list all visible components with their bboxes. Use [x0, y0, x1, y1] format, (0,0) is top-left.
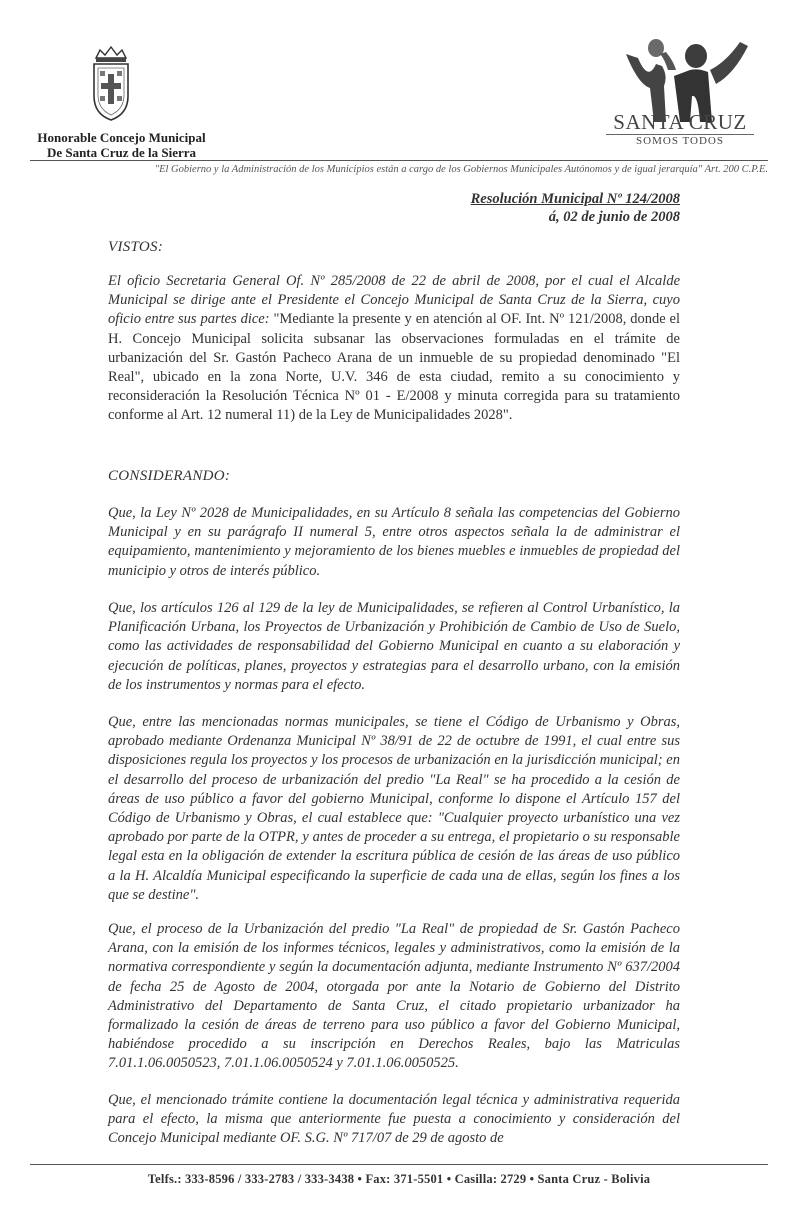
coat-of-arms-icon	[88, 44, 134, 124]
constitution-quote: "El Gobierno y la Administración de los Municipios están a cargo de los Gobiernos Municipales Autónomos y de igual jerarquía" Art. 200 C.P.E.	[154, 164, 768, 175]
considerando-paragraph-4: Que, el proceso de la Urbanización del predio "La Real" de propiedad de Sr. Gastón Pacheco Arana, con la emisión de los informes técnicos, legales y administrativos, como la emisión de la normativa correspondiente y según la documentación adjunta, mediante Instrumento Nº 637/2004 de fecha 25 de Agosto de 2004, otorgada por ante la Notario de Gobierno del Distrito Administrativo del Departamento de Santa Cruz, el citado propietario urbanizador ha formalizado la cesión de áreas de terreno para uso público a favor del Gobierno Municipal, habiéndose procedido a su inscripción en Derechos Reales, bajo las Matriculas 7.01.1.06.0050523, 7.01.1.06.0050524 y 7.01.1.06.0050525.	[108, 921, 680, 1072]
vistos-heading: VISTOS:	[108, 239, 164, 255]
considerando-paragraph-1: Que, la Ley Nº 2028 de Municipalidades, en su Artículo 8 señala las competencias del Gobierno Municipal y en su parágrafo II numeral 5, entre otros aspectos señala la de administrar el equipamiento, mantenimiento y mejoramiento de los bienes muebles e inmuebles de propiedad del municipio y otros de interés público.	[108, 505, 680, 579]
considerando-paragraph-2: Que, los artículos 126 al 129 de la ley de Municipalidades, se refieren al Control Urbanístico, la Planificación Urbana, los Proyectos de Urbanización y Prohibición de Cambio de Uso de Suelo, como las actividades de responsabilidad del Gobierno Municipal en cuanto a su elaboración y ejecución de políticas, planes, proyectos y estrategias para el desarrollo urbano, con la emisión de los instrumentos y normas para el efecto.	[108, 600, 680, 693]
resolution-title: Resolución Municipal Nº 124/2008	[470, 191, 680, 207]
vistos-paragraph	[108, 272, 680, 426]
considerando-heading: CONSIDERANDO:	[108, 468, 231, 484]
header-divider	[30, 160, 768, 161]
footer-divider	[30, 1164, 768, 1165]
considerando-paragraph-5: Que, el mencionado trámite contiene la documentación legal técnica y administrativa requerida para el efecto, la misma que anteriormente fue puesta a conocimiento y consideración del Concejo Municipal mediante OF. S.G. Nº 717/07 de 29 de agosto de	[108, 1092, 680, 1147]
council-name-line2: De Santa Cruz de la Sierra	[46, 145, 197, 160]
brand-tagline: SOMOS TODOS	[636, 135, 724, 147]
resolution-date: á, 02 de junio de 2008	[548, 209, 680, 225]
council-name	[34, 130, 209, 160]
council-name-line1: Honorable Concejo Municipal	[37, 130, 206, 145]
vistos-intro: El oficio Secretaria General Of. Nº 285/2008 de 22 de abril de 2008, por el cual el Alcalde Municipal se dirige ante el Presidente el Concejo Municipal de Santa Cruz de la Sierra, cuyo oficio entre sus partes dice:	[108, 273, 680, 328]
brand-block	[600, 111, 760, 148]
vistos-quote: "Mediante la presente y en atención al OF. Int. Nº 121/2008, donde el H. Concejo Municipal solicita subsanar las observaciones formuladas en el trámite de urbanización del Sr. Gastón Pacheco Arana de un inmueble de su propiedad denominado "El Real", ubicado en la zona Norte, U.V. 346 de esta ciudad, remito a su conocimiento y reconsideración la Resolución Técnica Nº 01 - E/2008 y minuta corregida para su tratamiento conforme al Art. 12 numeral 11) de la Ley de Municipalidades 2028".	[108, 311, 681, 424]
considerando-paragraph-3: Que, entre las mencionadas normas municipales, se tiene el Código de Urbanismo y Obras, aprobado mediante Ordenanza Municipal Nº 38/91 de 22 de octubre de 1991, el cual entre sus disposiciones regula los proyectos y los procesos de urbanización en la jurisdicción municipal; en el desarrollo del proceso de urbanización del predio "La Real" se ha procedido a la cesión de áreas de uso público a favor del gobierno Municipal, conforme lo dispone el Artículo 157 del Código de Urbanismo y Obras, el cual establece que: "Cualquier proyecto urbanístico una vez aprobado por parte de la OTPR, y antes de proceder a su entrega, el propietario o su responsable legal esta en la obligación de extender la escritura pública de cesión de las áreas de uso público a la H. Alcaldía Municipal especificando la superficie de cada una de ellas, según los fines a los que se destine".	[108, 714, 680, 903]
brand-name: SANTA CRUZ	[613, 110, 747, 134]
footer-contact: Telfs.: 333-8596 / 333-2783 / 333-3438 • Fax: 371-5501 • Casilla: 2729 • Santa Cruz - Bolivia	[147, 1172, 651, 1186]
